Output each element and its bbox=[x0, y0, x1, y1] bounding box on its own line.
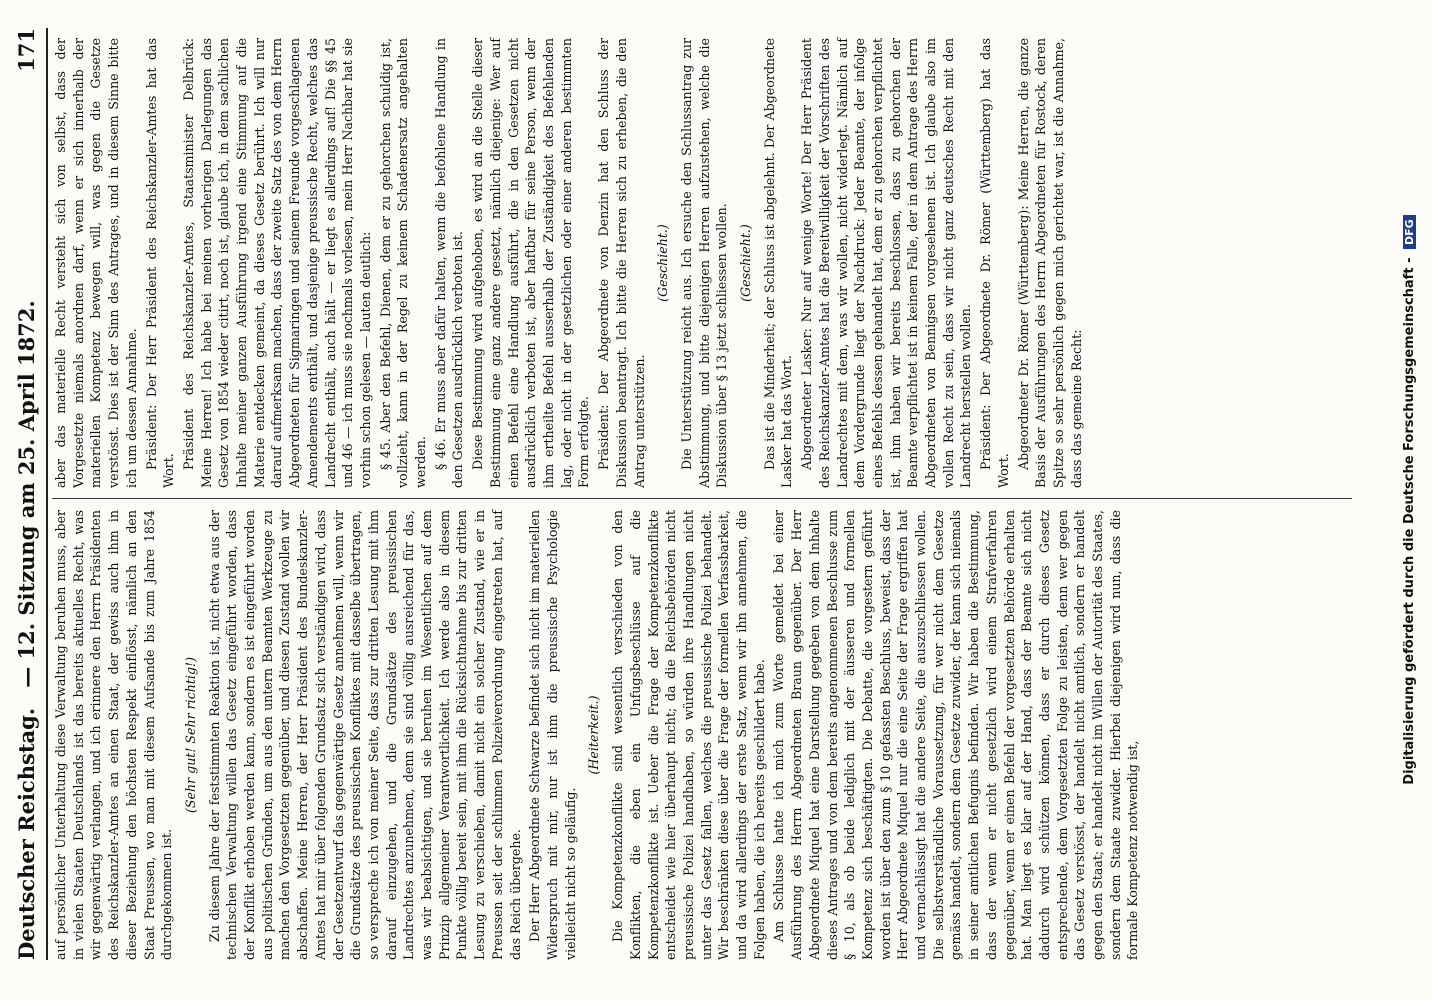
speaker-paragraph: Präsident: Der Abgeordnete Dr. Römer (Württemberg) hat das Wort. bbox=[978, 38, 1011, 488]
paragraph: Zu diesem Jahre der feststimmten Reaktion ist, nicht etwa aus der technischen Verwaltung willen das Gesetz eingeführt worden, dass der Konflikt erhoben werden kann, sondern es ist eingeführt worden aus politischen Gründen, um aus den untern Beamten Werkzeuge zu machen den Vorgesetzten gegenüber, und diesen Zustand wollen wir abschaffen. Meine Herren, der Herr Präsident des Bundeskanzler-Amtes hat mir über folgenden Grundsatz sich verständigen wird, dass der Gesetzentwurf das gegenwärtige Gesetz annehmen will, wenn wir die Grundsätze des preussischen Konfliktes mit dasselbe übertragen, so verspreche ich von meiner Seite, dass zur dritten Lesung mit ihm darauf einzugehen, und die Grundsätze des preussischen Landrechtes anzunehmen, denn sie sind völlig ausreichend für das, was wir beabsichtigen, und sie beruhen im Wesentlichen auf dem Prinzip allgemeiner Verantwortlichkeit. Ich werde also in diesem Punkte völlig bereit sein, mit ihm die Rücksichtnahme bis zur dritten Lesung zu verschieben, damit nicht ein solcher Zustand, wie er in Preussen seit der schlimmen Polizeiverordnung eingetreten hat, auf das Reich übergehe. bbox=[206, 510, 523, 960]
column-divider bbox=[52, 498, 1352, 499]
paragraph: Das ist die Minderheit; der Schluss ist abgelehnt. Der Abgeordnete Lasker hat das Wort. bbox=[761, 38, 795, 488]
paragraph: Am Schlusse hatte ich mich zum Worte gemeldet bei einer Ausführung des Herrn Abgeordneten Braun gegenüber. Der Herr Abgeordnete Miquel hat eine Darstellung gegeben von dem Inhalte dieses Antrages und von dem bereits angenommenen Beschlusse zum § 10, als ob beide lediglich mit der äusseren und formellen Kompetenz sich beschäftigten. Die Debatte, die vorgestern geführt worden ist über den zum § 10 gefassten Beschluss, beweist, dass der Herr Abgeordnete Miquel nur die eine Seite der Frage ergriffen hat und vernachlässigt hat die andere Seite, die auszuschliessen wollen. Die selbstverständliche Voraussetzung, für wer nicht dem Gesetze gemäss handelt, sondern dem Gesetze zuwider, der kann sich niemals in seiner amtlichen Befugnis befinden. Wir haben die Bestimmung, dass der wenn er nicht gesetzlich wird einem Strafverfahren gegenüber, wenn er einen Befehl der vorgesetzten Behörde erhalten hat. Man liegt es klar auf der Hand, dass der Beamte sich nicht dadurch wird schützen können, dass er durch dieses Gesetz entsprechende, dem Vorgesetzten Folge zu leisten, denn wer gegen das Gesetz verstösst, der handelt nicht amtlich, sondern er handelt gegen den Staat; er handelt nicht im Willen der Autorität des Staates, sondern dem Staate zuwider. Hierbei diejenigen wird nun, dass die formale Kompetenz notwendig ist, bbox=[771, 510, 1141, 960]
quoted-law: § 46. Er muss aber dafür halten, wenn die befohlene Handlung in den Gesetzen ausdrücklich verboten ist. bbox=[432, 38, 466, 488]
interjection: (Heiterkeit.) bbox=[586, 695, 602, 775]
header-session: — 12. Sitzung am 25. April 1872. bbox=[14, 300, 39, 688]
paragraph: Diese Bestimmung wird aufgehoben, es wird an die Stelle dieser Bestimmung eine ganz andere gesetzt, nämlich diejenige: Wer auf einen Befehl eine Handlung ausführt, die in den Gesetzen nicht ausdrücklich verboten ist, aber haftbar für seine Person, wenn der ihm ertheilte Befehl ausserhalb der Zuständigkeit des Befehlenden lag, oder nicht in der gesetzlichen oder einer anderen bestimmten Form erfolgte. bbox=[470, 38, 592, 488]
interjection: (Sehr gut! Sehr richtig!) bbox=[182, 657, 198, 813]
speaker-paragraph: Abgeordneter Dr. Römer (Württemberg): Meine Herren, die ganze Basis der Ausführungen des Herrn Abgeordneten für Rostock, deren Spitze so sehr persönlich gegen mich gerichtet war, ist die Annahme, dass das gemeine Recht: bbox=[1015, 38, 1084, 488]
speaker-paragraph: Präsident: Der Herr Präsident des Reichskanzler-Amtes hat das Wort. bbox=[143, 38, 177, 488]
interjection: (Geschieht.) bbox=[655, 224, 671, 302]
page-number: 171 bbox=[14, 28, 39, 72]
page-header bbox=[12, 28, 48, 960]
paragraph: Die Unterstützung reicht aus. Ich ersuche den Schlussantrag zur Abstimmung, und bitte diejenigen Herren aufzustehen, welche die Diskussion über § 13 jetzt schliessen wollen. bbox=[678, 38, 730, 488]
paragraph: Der Herr Abgeordnete Schwarze befindet sich nicht im materiellen Widerspruch mit mir, nur ist ihm die preussische Psychologie vielleicht nicht so geläufig. bbox=[527, 510, 578, 960]
interjection: (Geschieht.) bbox=[738, 224, 754, 302]
speaker-paragraph: Abgeordneter Lasker: Nur auf wenige Worte! Der Herr Präsident des Reichskanzler-Amtes hat die Bereitwilligkeit der Vorschriften des Landrechtes mit dem, was wir wollen, nicht widerlegt. Nämlich auf dem Vordergrunde liegt der Nachdruck: Jeder Beamte, der infolge eines Befehls dessen gehandelt hat, dem er zu gehorchen verpflichtet ist, ihm haben wir bereits beschlossen, dass zu gehorchen der Beamte verpflichtet ist in keinem Falle, der in dem Antrage des Herrn Abgeordneten von Bennigsen vorgesehenen ist. Ich glaube also im vollen Recht zu sein, dass wir nicht ganz deutsches Recht mit den Landrecht herstellen wollen. bbox=[799, 38, 974, 488]
speaker-paragraph: Präsident: Der Abgeordnete von Denzin hat den Schluss der Diskussion beantragt. Ich bitte die Herren sich zu erheben, die den Antrag unterstützen. bbox=[596, 38, 647, 488]
digitization-credit bbox=[1402, 0, 1417, 1000]
quoted-law: § 45. Aber den Befehl, Dienen, dem er zu gehorchen schuldig ist, vollzieht, kann in der Regel zu keinem Schadenersatz angehalten werden. bbox=[377, 38, 429, 488]
paragraph: Die Kompetenzkonflikte sind wesentlich verschieden von den Konflikten, die eben ein Unfugsbeschlüsse auf die Kompetenzkonflikte ist. Ueber die Frage der Kompetenzkonflikte entscheidet wie hier überhaupt nicht; da die Reichsbehörden nicht preussische Polizei handhaben, so würden ihre Handlungen nicht unter das Gesetz fallen, welches die preussische Polizei behandelt. Wir beschränken diese über die Frage der formellen Verfassbarkeit, und da wird allerdings der erste Satz, wenn wir ihn annehmen, die Folgen haben, die ich bereits geschildert habe. bbox=[610, 510, 767, 960]
left-column bbox=[52, 510, 1144, 960]
dfg-logo: DFG bbox=[1403, 215, 1416, 249]
paragraph: auf persönlicher Unterhaltung diese Verwaltung beruhen muss, aber in vielen Staaten Deutschlands ist das bereits aktuelles Recht, was wir gegenwärtig verlangen, und ich erinnere den Herrn Präsidenten des Reichskanzler-Amtes an einen Staat, der gewiss auch ihm in dieser Beziehung den höchsten Respekt einflösst, nämlich an den Staat Preussen, wo man mit diesem Aufsande bis zum Jahre 1854 durchgekommen ist. bbox=[53, 510, 175, 960]
paragraph: aber das materielle Recht versteht sich von selbst, dass der Vorgesetzte niemals anordnen darf, wenn er sich innerhalb der materiellen Kompetenz bewegen will, was gegen die Gesetze verstösst. Dies ist der Sinn des Antrages, und in diesem Sinne bitte ich um dessen Annahme. bbox=[53, 38, 139, 488]
speaker-paragraph: Präsident des Reichskanzler-Amtes, Staatsminister Delbrück: Meine Herren! Ich habe bei meinen vorherigen Darlegungen das Gesetz von 1854 wieder citirt, noch ist, glaube ich, in dem sachlichen Inhalte meiner ganzen Ausführung irgend eine Stimmung auf die Materie entdecken gemeint, da dieses Gesetz berührt. Ich will nur darauf aufmerksam machen, dass der zweite Satz des von dem Herrn Abgeordneten für Sigmaringen und seinem Freunde vorgeschlagenen Amendements enthält, und dasjenige preussische Recht, welches das Landrecht enthält, auch hält — er liegt es allerdings auf! Die §§ 45 und 46 — ich muss sie nochmals vorlesen, mein Herr Nachbar hat sie vorhin schon gelesen — lauten deutlich: bbox=[180, 38, 373, 488]
right-column bbox=[52, 38, 1087, 488]
header-publication: Deutscher Reichstag. bbox=[14, 707, 39, 960]
credit-text: Digitalisierung gefördert durch die Deutsche Forschungsgemeinschaft - bbox=[1402, 257, 1417, 785]
